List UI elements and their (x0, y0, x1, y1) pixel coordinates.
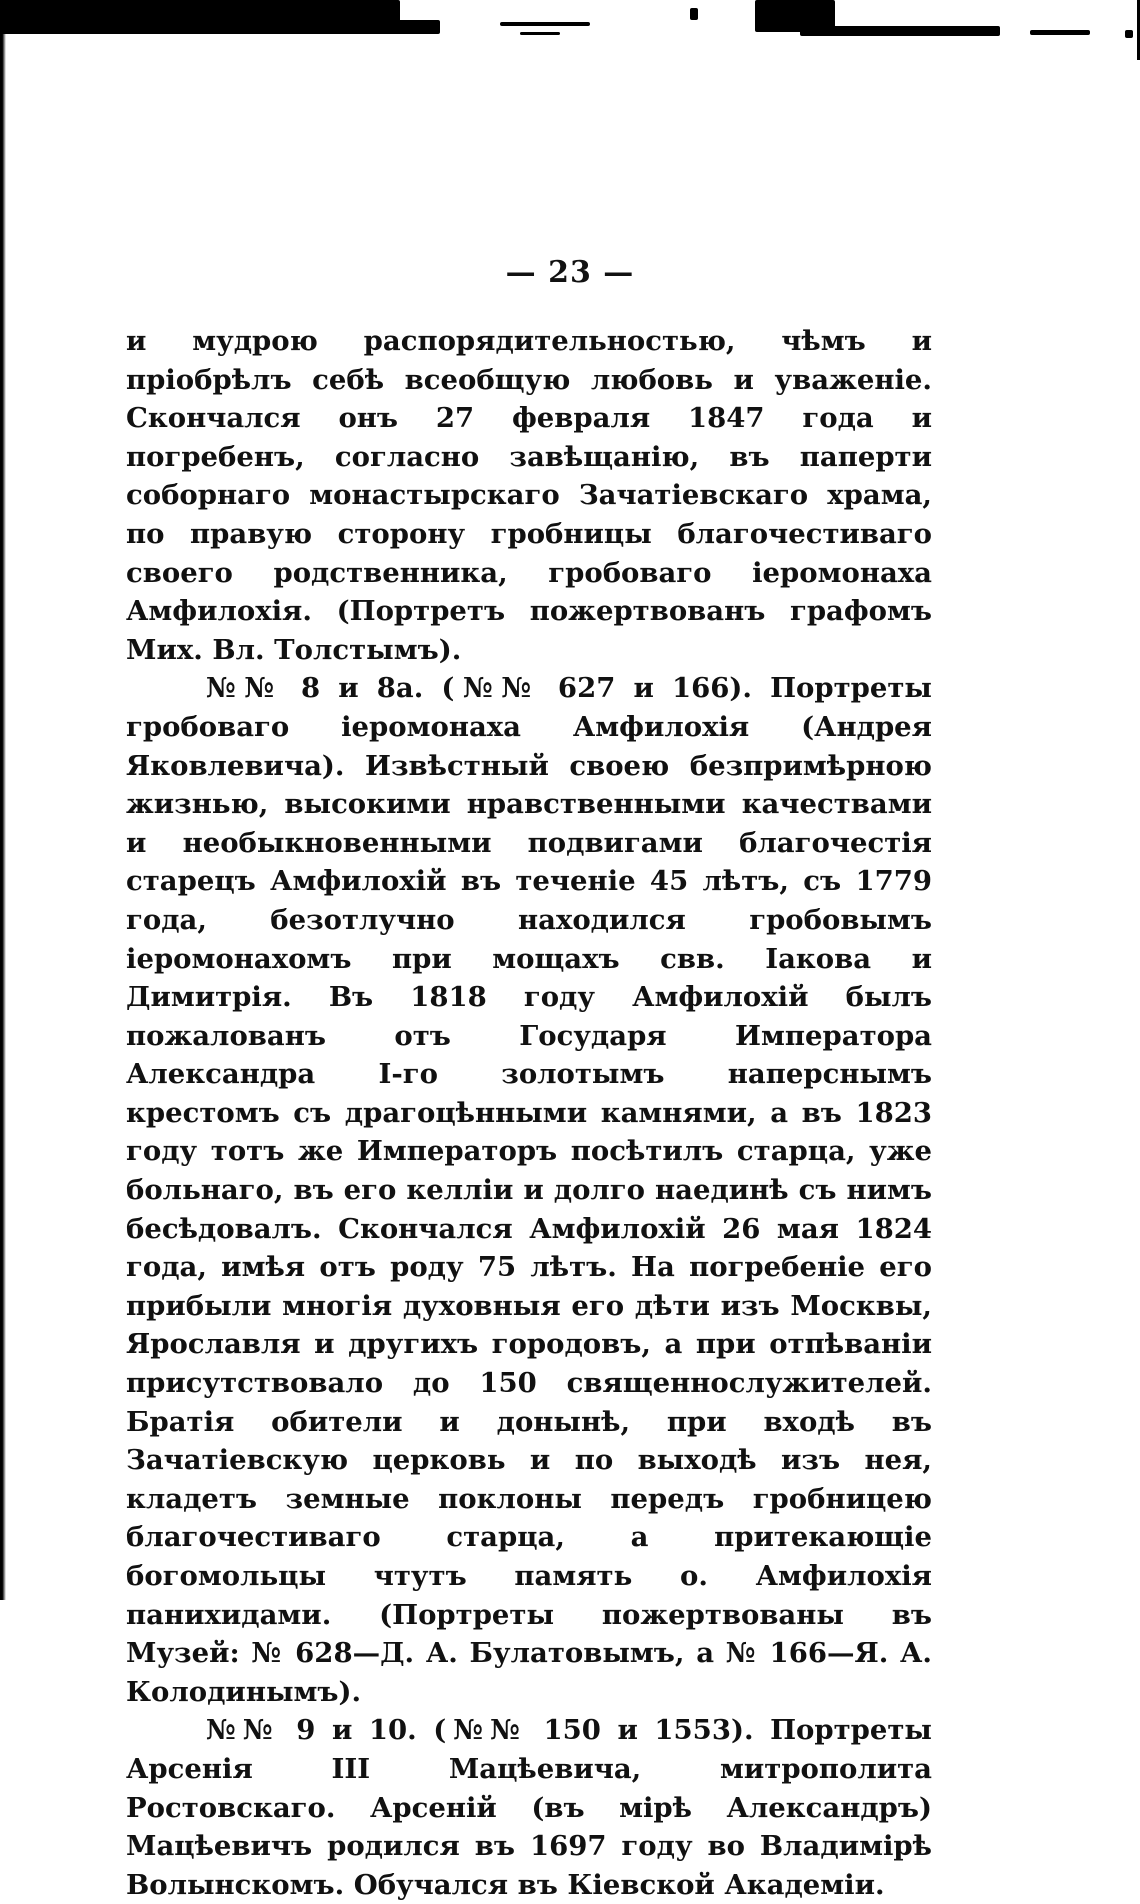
paragraph-entry-8: №№ 8 и 8а. (№№ 627 и 166). Портреты гробоваго іеромонаха Амфилохія (Андрея Яковлевича). Извѣстный своею безпримѣрною жизнью, высокими нравственными качествами и необыкновенными подвигами благочестія старецъ Амфилохій въ теченіе 45 лѣтъ, съ 1779 года, безотлучно находился гробовымъ іеромонахомъ при мощахъ свв. Іакова и Димитрія. Въ 1818 году Амфилохій былъ пожалованъ отъ Государя Императора Александра I-го золотымъ наперснымъ крестомъ съ драгоцѣнными камнями, а въ 1823 году тотъ же Императоръ посѣтилъ старца, уже больнаго, въ его келліи и долго наединѣ съ нимъ бесѣдовалъ. Скончался Амфилохій 26 мая 1824 года, имѣя отъ роду 75 лѣтъ. На погребеніе его прибыли многія духовныя его дѣти изъ Москвы, Ярославля и другихъ городовъ, а при отпѣваніи присутствовало до 150 священнослужителей. Братія обители и донынѣ, при входѣ въ Зачатіевскую церковь и по выходѣ изъ нея, кладетъ земные поклоны передъ гробницею благочестиваго старца, а притекающіе богомольцы чтутъ память о. Амфилохія панихидами. (Портреты пожертвованы въ Музей: № 628—Д. А. Булатовымъ, а № 166—Я. А. Колодинымъ). (126, 672, 932, 1708)
paragraph-entry-9: №№ 9 и 10. (№№ 150 и 1553). Портреты Арсенія III Мацѣевича, митрополита Ростовскаго. Арсеній (въ мірѣ Александръ) Мацѣевичъ родился въ 1697 году во Владимірѣ Волынскомъ. Обучался въ Кіевской Академіи. (126, 1714, 932, 1901)
body-text (126, 322, 932, 1904)
paragraph-continuation: и мудрою распорядительностью, чѣмъ и пріобрѣлъ себѣ всеобщую любовь и уваженіе. Скончался онъ 27 февраля 1847 года и погребенъ, согласно завѣщанію, въ паперти соборнаго монастырскаго Зачатіевскаго храма, по правую сторону гробницы благочестиваго своего родственника, гробоваго іеромонаха Амфилохія. (Портретъ пожертвованъ графомъ Мих. Вл. Толстымъ). (126, 325, 932, 666)
scan-artifact-left-edge (0, 0, 6, 1600)
scan-artifact-top (0, 0, 1140, 60)
page-number: — 23 — (505, 255, 635, 290)
